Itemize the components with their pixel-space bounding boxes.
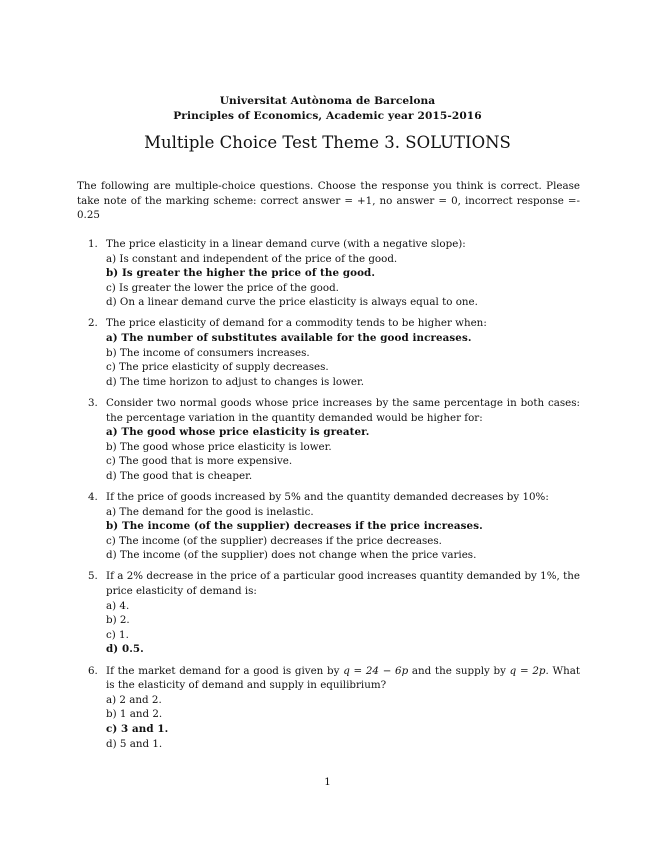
question-3 xyxy=(77,396,580,484)
question-text: If a 2% decrease in the price of a particular good increases quantity demanded by 1%, the price elasticity of demand is: xyxy=(106,570,580,598)
demand-formula: q = 24 − 6p xyxy=(343,664,409,677)
option-d: d) The income (of the supplier) does not change when the price varies. xyxy=(106,549,477,562)
option-b: b) The income of consumers increases. xyxy=(106,346,310,359)
supply-formula: q = 2p xyxy=(509,664,546,677)
question-5 xyxy=(77,569,580,657)
option-c: c) The good that is more expensive. xyxy=(106,455,293,468)
option-a: a) 4. xyxy=(106,599,130,612)
question-number: 3. xyxy=(88,396,98,409)
question-text: If the price of goods increased by 5% and the quantity demanded decreases by 10%: xyxy=(106,491,549,503)
option-c: c) 1. xyxy=(106,628,129,641)
question-text: The price elasticity of demand for a commodity tends to be higher when: xyxy=(106,317,487,330)
question-number: 1. xyxy=(88,238,98,250)
question-text-part: If the market demand for a good is given by xyxy=(106,664,344,677)
question-number: 2. xyxy=(88,317,98,330)
question-4 xyxy=(77,490,580,563)
question-list xyxy=(77,237,580,758)
option-a: a) The demand for the good is inelastic. xyxy=(106,505,314,518)
question-text-part: . What is the elasticity of demand and supply in equilibrium? xyxy=(106,664,580,692)
page-title: Multiple Choice Test Theme 3. SOLUTIONS xyxy=(144,133,511,152)
option-b: b) The good whose price elasticity is lower. xyxy=(106,440,332,453)
question-text xyxy=(106,664,580,693)
question-text: Consider two normal goods whose price increases by the same percentage in both cases: the percentage variation in the quantity demanded would be higher for: xyxy=(106,396,580,424)
option-d-correct: d) 0.5. xyxy=(106,643,144,656)
option-c: c) The price elasticity of supply decreases. xyxy=(106,361,329,374)
option-a-correct: a) The number of substitutes available for the good increases. xyxy=(106,332,472,345)
option-d: d) On a linear demand curve the price elasticity is always equal to one. xyxy=(106,296,478,309)
question-6 xyxy=(77,664,580,752)
option-d: d) The time horizon to adjust to changes is lower. xyxy=(106,375,365,388)
option-c: c) The income (of the supplier) decreases if the price decreases. xyxy=(106,534,442,547)
option-b: b) 1 and 2. xyxy=(106,708,163,721)
intro-paragraph: The following are multiple-choice questions. Choose the response you think is correct. Please take note of the marking scheme: correct answer = +1, no answer = 0, incorrect response =- 0.25 xyxy=(77,180,580,222)
question-2 xyxy=(77,316,580,389)
course-name: Principles of Economics, Academic year 2015-2016 xyxy=(173,109,482,122)
question-1 xyxy=(77,237,580,310)
option-a: a) 2 and 2. xyxy=(106,693,162,706)
option-a: a) Is constant and independent of the price of the good. xyxy=(106,252,398,265)
question-text: The price elasticity in a linear demand curve (with a negative slope): xyxy=(106,238,466,250)
page-number: 1 xyxy=(324,776,331,788)
option-d: d) 5 and 1. xyxy=(106,737,163,750)
question-number: 6. xyxy=(88,664,98,677)
question-text-part: and the supply by xyxy=(408,664,510,677)
question-number: 5. xyxy=(88,570,98,583)
option-d: d) The good that is cheaper. xyxy=(106,469,253,482)
option-a-correct: a) The good whose price elasticity is greater. xyxy=(106,426,370,439)
option-c: c) Is greater the lower the price of the good. xyxy=(106,281,339,294)
option-b-correct: b) Is greater the higher the price of the good. xyxy=(106,267,376,280)
option-b-correct: b) The income (of the supplier) decreases if the price increases. xyxy=(106,520,483,533)
option-c-correct: c) 3 and 1. xyxy=(106,722,169,735)
university-name: Universitat Autònoma de Barcelona xyxy=(219,95,436,107)
option-b: b) 2. xyxy=(106,614,130,627)
question-number: 4. xyxy=(88,491,98,503)
